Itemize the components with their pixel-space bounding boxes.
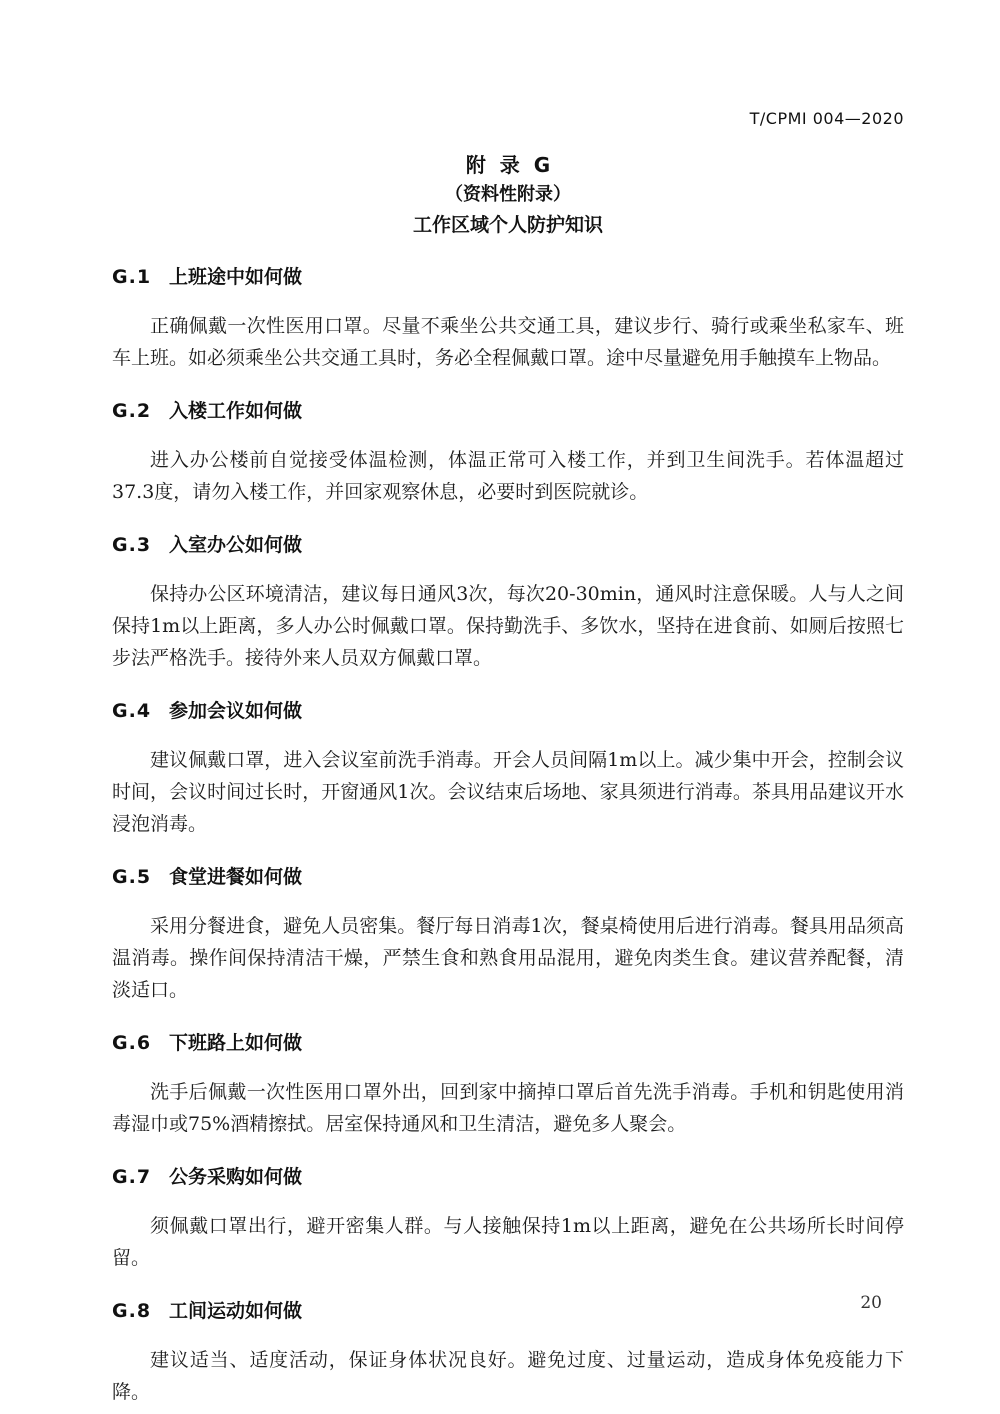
section-heading [112, 1162, 904, 1192]
section-title: 入室办公如何做 [169, 534, 303, 556]
appendix-subtitle: （资料性附录） [445, 184, 571, 205]
section-heading [112, 1296, 904, 1326]
section-title: 下班路上如何做 [169, 1032, 303, 1054]
document-section [112, 862, 904, 1006]
document-section [112, 262, 904, 374]
section-title: 上班途中如何做 [169, 266, 303, 288]
section-number: G.8 [112, 1300, 152, 1322]
document-code: T/CPMI 004—2020 [749, 109, 904, 128]
section-body-text: 进入办公楼前自觉接受体温检测，体温正常可入楼工作，并到卫生间洗手。若体温超过37.3度，请勿入楼工作，并回家观察休息，必要时到医院就诊。 [112, 449, 904, 503]
appendix-title-block [112, 150, 904, 240]
document-section [112, 1162, 904, 1274]
document-section [112, 1296, 904, 1408]
section-body-text: 建议佩戴口罩，进入会议室前洗手消毒。开会人员间隔1m以上。减少集中开会，控制会议时间，会议时间过长时，开窗通风1次。会议结束后场地、家具须进行消毒。茶具用品建议开水浸泡消毒。 [112, 749, 904, 835]
appendix-topic-title: 工作区域个人防护知识 [412, 214, 603, 236]
section-title: 工间运动如何做 [169, 1300, 303, 1322]
section-body-text: 正确佩戴一次性医用口罩。尽量不乘坐公共交通工具，建议步行、骑行或乘坐私家车、班车上班。如必须乘坐公共交通工具时，务必全程佩戴口罩。途中尽量避免用手触摸车上物品。 [112, 315, 904, 369]
section-body-text: 保持办公区环境清洁，建议每日通风3次，每次20-30min，通风时注意保暖。人与人之间保持1m以上距离，多人办公时佩戴口罩。保持勤洗手、多饮水，坚持在进食前、如厕后按照七步法严格洗手。接待外来人员双方佩戴口罩。 [112, 583, 904, 669]
section-number: G.3 [112, 534, 152, 556]
section-heading [112, 530, 904, 560]
section-title: 入楼工作如何做 [169, 400, 303, 422]
section-title: 参加会议如何做 [169, 700, 303, 722]
document-section [112, 696, 904, 840]
section-heading [112, 696, 904, 726]
section-heading [112, 862, 904, 892]
section-heading [112, 396, 904, 426]
document-section [112, 530, 904, 674]
section-number: G.2 [112, 400, 152, 422]
section-body-text: 洗手后佩戴一次性医用口罩外出，回到家中摘掉口罩后首先洗手消毒。手机和钥匙使用消毒湿巾或75%酒精擦拭。居室保持通风和卫生清洁，避免多人聚会。 [112, 1081, 904, 1135]
section-number: G.7 [112, 1166, 152, 1188]
page-number: 20 [860, 1293, 882, 1313]
section-number: G.5 [112, 866, 152, 888]
section-title: 公务采购如何做 [169, 1166, 303, 1188]
section-title: 食堂进餐如何做 [169, 866, 303, 888]
section-number: G.4 [112, 700, 152, 722]
sections-container [112, 262, 904, 1408]
section-heading [112, 262, 904, 292]
appendix-title: 附 录 G [465, 153, 551, 177]
section-body-text: 须佩戴口罩出行，避开密集人群。与人接触保持1m以上距离，避免在公共场所长时间停留。 [112, 1215, 904, 1269]
section-heading [112, 1028, 904, 1058]
section-number: G.6 [112, 1032, 152, 1054]
document-section [112, 1028, 904, 1140]
section-body-text: 采用分餐进食，避免人员密集。餐厅每日消毒1次，餐桌椅使用后进行消毒。餐具用品须高温消毒。操作间保持清洁干燥，严禁生食和熟食用品混用，避免肉类生食。建议营养配餐，清淡适口。 [112, 915, 904, 1001]
section-body-text: 建议适当、适度活动，保证身体状况良好。避免过度、过量运动，造成身体免疫能力下降。 [112, 1349, 904, 1403]
document-section [112, 396, 904, 508]
section-number: G.1 [112, 266, 152, 288]
